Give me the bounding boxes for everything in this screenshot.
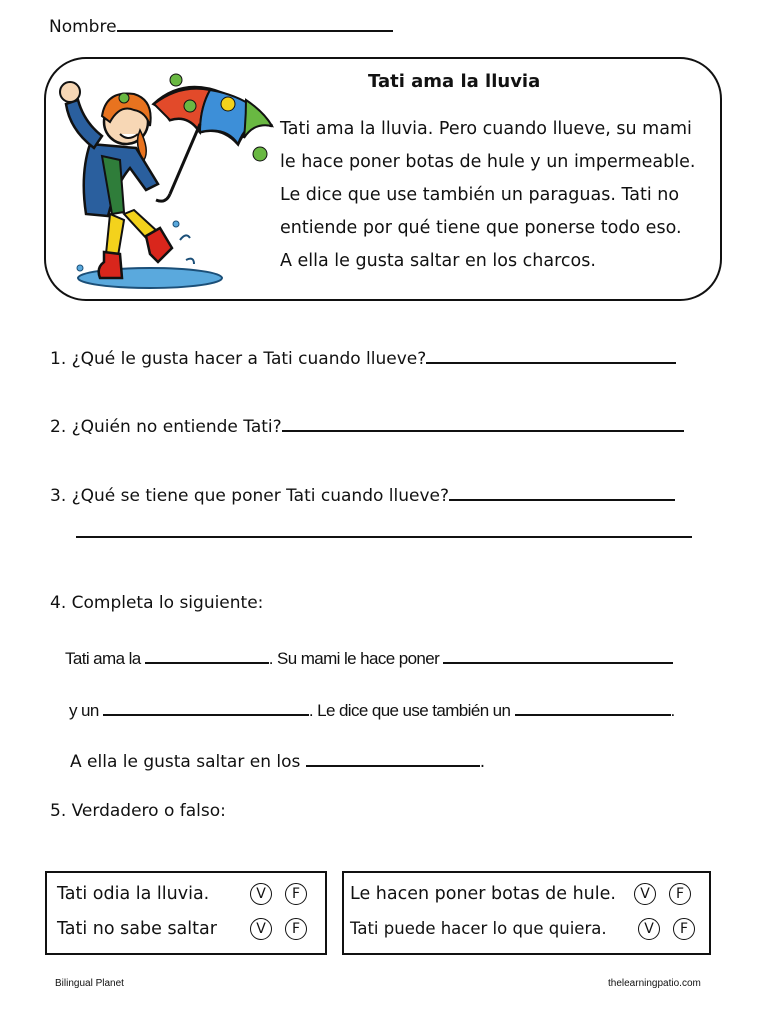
story-line: entiende por qué tiene que ponerse todo eso. <box>280 218 682 238</box>
complete-row-1 <box>65 646 673 669</box>
true-false-box-right <box>342 871 711 955</box>
false-option[interactable]: F <box>285 918 307 940</box>
blank-1[interactable] <box>145 646 269 664</box>
complete-text-5: . <box>670 701 675 720</box>
question-1-text: 1. ¿Qué le gusta hacer a Tati cuando llueve? <box>50 349 427 369</box>
story-line: le hace poner botas de hule y un impermeable. <box>280 152 696 172</box>
answer-3-line-2[interactable] <box>76 520 692 538</box>
false-option[interactable]: F <box>669 883 691 905</box>
blank-2[interactable] <box>443 646 673 664</box>
question-3 <box>50 483 675 506</box>
true-option[interactable]: V <box>250 918 272 940</box>
answer-2-line[interactable] <box>282 414 684 432</box>
tf-statement: Tati no sabe saltar <box>57 919 217 939</box>
story-title: Tati ama la lluvia <box>368 71 541 92</box>
answer-1-line[interactable] <box>426 346 676 364</box>
complete-row-2 <box>69 698 675 721</box>
story-line: A ella le gusta saltar en los charcos. <box>280 251 596 271</box>
question-4-text: 4. Completa lo siguiente: <box>50 593 264 613</box>
false-option[interactable]: F <box>673 918 695 940</box>
tf-statement: Tati puede hacer lo que quiera. <box>350 919 607 938</box>
question-2 <box>50 414 684 437</box>
name-label: Nombre <box>49 17 117 37</box>
tf-statement: Tati odia la lluvia. <box>57 884 210 904</box>
footer-right: thelearningpatio.com <box>608 978 701 989</box>
complete-text-4: . Le dice que use también un <box>308 701 511 720</box>
story-line: Tati ama la lluvia. Pero cuando llueve, su mami <box>280 119 692 139</box>
question-2-text: 2. ¿Quién no entiende Tati? <box>50 417 282 437</box>
story-text <box>280 113 695 278</box>
name-row <box>49 14 393 37</box>
complete-text-3: y un <box>69 701 99 720</box>
complete-text-2: . Su mami le hace poner <box>268 649 440 668</box>
blank-4[interactable] <box>515 698 671 716</box>
answer-3-line[interactable] <box>449 483 675 501</box>
complete-text-7: . <box>479 752 486 772</box>
complete-row-3 <box>70 749 485 772</box>
tf-statement: Le hacen poner botas de hule. <box>350 884 616 904</box>
question-5-text: 5. Verdadero o falso: <box>50 801 226 821</box>
complete-text-1: Tati ama la <box>65 649 141 668</box>
footer-left: Bilingual Planet <box>55 978 124 989</box>
true-option[interactable]: V <box>250 883 272 905</box>
true-false-box-left <box>45 871 327 955</box>
name-input-line[interactable] <box>117 14 393 32</box>
false-option[interactable]: F <box>285 883 307 905</box>
story-line: Le dice que use también un paraguas. Tati no <box>280 185 680 205</box>
girl-with-umbrella-icon <box>50 64 276 290</box>
true-option[interactable]: V <box>638 918 660 940</box>
question-3-text: 3. ¿Qué se tiene que poner Tati cuando llueve? <box>50 486 450 506</box>
true-option[interactable]: V <box>634 883 656 905</box>
question-1 <box>50 346 676 369</box>
story-box <box>44 57 722 301</box>
blank-3[interactable] <box>103 698 309 716</box>
complete-text-6: A ella le gusta saltar en los <box>70 752 301 772</box>
blank-5[interactable] <box>306 749 480 767</box>
